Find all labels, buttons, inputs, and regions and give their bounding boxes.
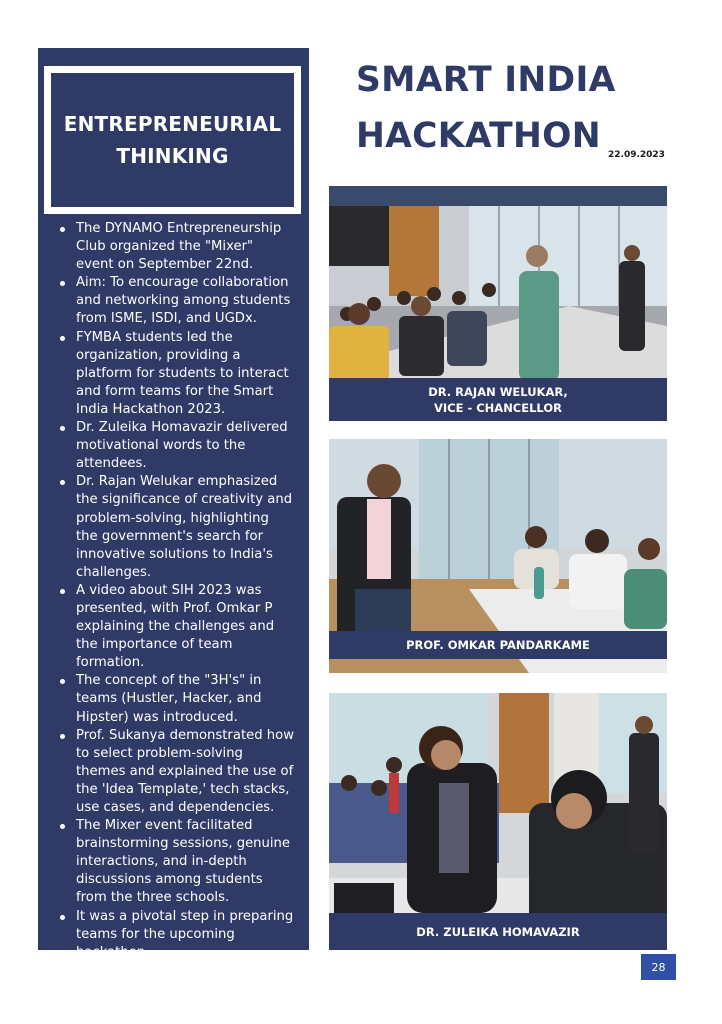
bullet-list xyxy=(56,220,294,962)
bullet-item: Dr. Zuleika Homavazir delivered motivational words to the attendees. xyxy=(56,419,294,473)
section-heading-box xyxy=(44,66,301,214)
bullet-item: The concept of the "3H's" in teams (Hustler, Hacker, and Hipster) was introduced. xyxy=(56,672,294,726)
section-heading: ENTREPRENEURIAL THINKING xyxy=(63,112,282,168)
bullet-item: Aim: To encourage collaboration and networking among students from ISME, ISDI, and UGDx. xyxy=(56,274,294,328)
photo-caption: PROF. OMKAR PANDARKAME xyxy=(329,631,667,659)
event-date: 22.09.2023 xyxy=(608,150,665,160)
bullet-item: Dr. Rajan Welukar emphasized the significance of creativity and problem-solving, highlighting the government's search for innovative solutions to India's challenges. xyxy=(56,473,294,582)
bullet-item: A video about SIH 2023 was presented, with Prof. Omkar P explaining the challenges and the importance of team formation. xyxy=(56,582,294,672)
photo-caption: DR. RAJAN WELUKAR, VICE - CHANCELLOR xyxy=(329,378,667,421)
bullet-item: The DYNAMO Entrepreneurship Club organized the "Mixer" event on September 22nd. xyxy=(56,220,294,274)
bullet-item: The Mixer event facilitated brainstorming sessions, genuine interactions, and in-depth discussions among students from the three schools. xyxy=(56,817,294,907)
bullet-item: It was a pivotal step in preparing teams for the upcoming hackathon. xyxy=(56,908,294,962)
photo-rajan-welukar xyxy=(329,186,667,421)
page-title: SMART INDIA HACKATHON xyxy=(356,60,616,156)
bullet-item: Prof. Sukanya demonstrated how to select problem-solving themes and explained the use of the 'Idea Template,' tech stacks, use cases, and dependencies. xyxy=(56,727,294,817)
photo-omkar-pandarkame xyxy=(329,439,667,673)
classroom-photo-3 xyxy=(329,693,667,950)
page-number: 28 xyxy=(641,954,676,980)
photo-caption: DR. ZULEIKA HOMAVAZIR xyxy=(329,913,667,950)
photo-zuleika-homavazir xyxy=(329,693,667,950)
bullet-item: FYMBA students led the organization, providing a platform for students to interact and form teams for the Smart India Hackathon 2023. xyxy=(56,329,294,419)
